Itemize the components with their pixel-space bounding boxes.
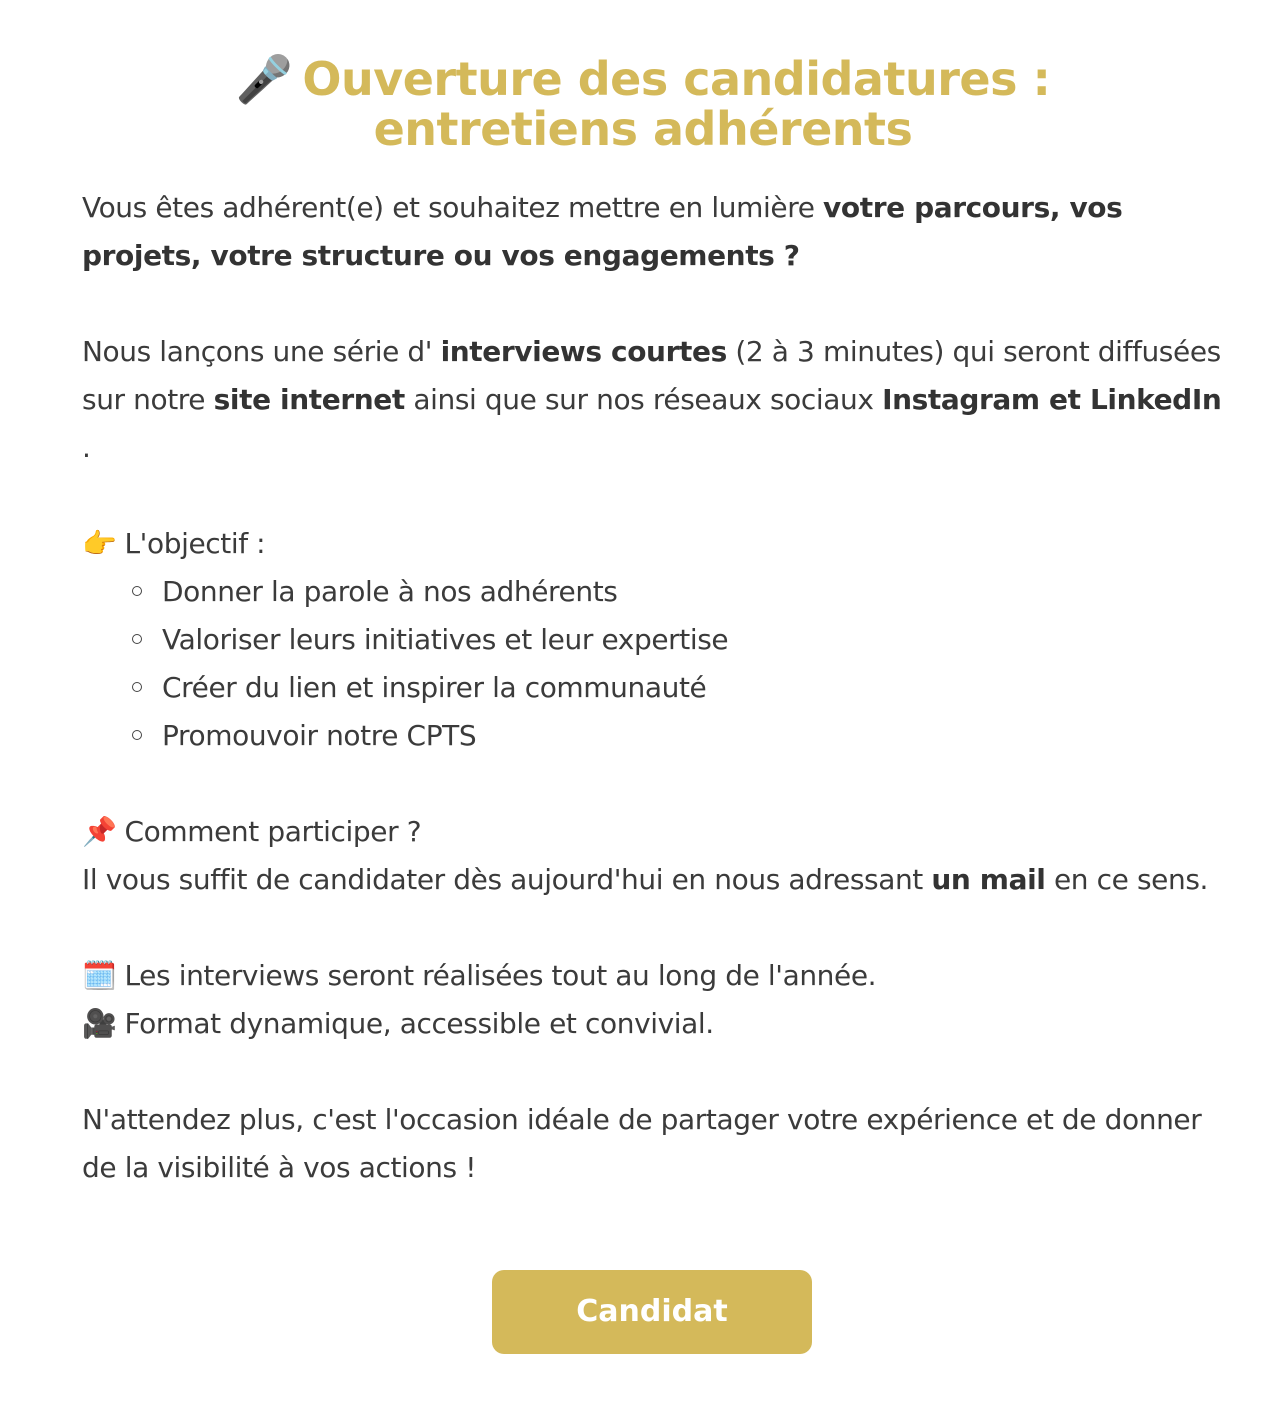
format-line	[82, 1000, 1222, 1048]
page-title	[100, 54, 1186, 154]
title-line-1	[100, 54, 1186, 104]
list-item-text: Créer du lien et inspirer la communauté	[162, 671, 707, 704]
circle-bullet-icon	[132, 586, 142, 596]
schedule-line	[82, 952, 1222, 1000]
circle-bullet-icon	[132, 634, 142, 644]
list-item	[132, 712, 1222, 760]
intro-paragraph	[82, 184, 1222, 280]
intro-text: Vous êtes adhérent(e) et souhaitez mettre en lumière	[82, 191, 824, 224]
series-paragraph	[82, 328, 1222, 472]
microphone-icon: 🎤	[235, 52, 293, 106]
objective-list	[82, 568, 1222, 760]
pointing-hand-icon: 👉	[82, 527, 117, 560]
email-link[interactable]: un mail	[931, 863, 1046, 896]
circle-bullet-icon	[132, 730, 142, 740]
title-text-2: entretiens adhérents	[373, 102, 913, 156]
series-text-3: ainsi que sur nos réseaux sociaux	[404, 383, 883, 416]
series-bold-interviews: interviews courtes	[440, 335, 727, 368]
objective-heading	[82, 520, 1222, 568]
participate-heading-text: Comment participer ?	[124, 815, 422, 848]
candidat-button[interactable]: Candidat	[492, 1270, 812, 1354]
series-text-2: (2 à 3 minutes) qui seront diffusées sur notre	[82, 335, 1221, 416]
title-text-1: Ouverture des candidatures :	[302, 52, 1051, 106]
list-item	[132, 568, 1222, 616]
series-text-1: Nous lançons une série d'	[82, 335, 441, 368]
closing-paragraph: N'attendez plus, c'est l'occasion idéale de partager votre expérience et de donner de la visibilité à vos actions !	[82, 1103, 1202, 1184]
series-bold-socials: Instagram et LinkedIn	[882, 383, 1222, 416]
list-item-text: Promouvoir notre CPTS	[162, 719, 477, 752]
series-text-4: .	[82, 431, 91, 464]
movie-camera-icon: 🎥	[82, 1007, 117, 1040]
participate-text-1: Il vous suffit de candidater dès aujourd'hui en nous adressant	[82, 863, 932, 896]
participate-heading	[82, 808, 1222, 856]
list-item-text: Donner la parole à nos adhérents	[162, 575, 618, 608]
calendar-icon: 🗓️	[82, 959, 117, 992]
objective-heading-text: L'objectif :	[124, 527, 266, 560]
format-text: Format dynamique, accessible et convivial.	[124, 1007, 714, 1040]
participate-text-2: en ce sens.	[1045, 863, 1209, 896]
announcement-body	[82, 184, 1222, 1192]
series-bold-website: site internet	[213, 383, 405, 416]
list-item	[132, 664, 1222, 712]
list-item	[132, 616, 1222, 664]
circle-bullet-icon	[132, 682, 142, 692]
pushpin-icon: 📌	[82, 815, 117, 848]
schedule-text: Les interviews seront réalisées tout au long de l'année.	[124, 959, 877, 992]
participate-paragraph	[82, 856, 1222, 904]
list-item-text: Valoriser leurs initiatives et leur expertise	[162, 623, 729, 656]
intro-bold: votre parcours, vos projets, votre structure ou vos engagements ?	[82, 191, 1123, 272]
